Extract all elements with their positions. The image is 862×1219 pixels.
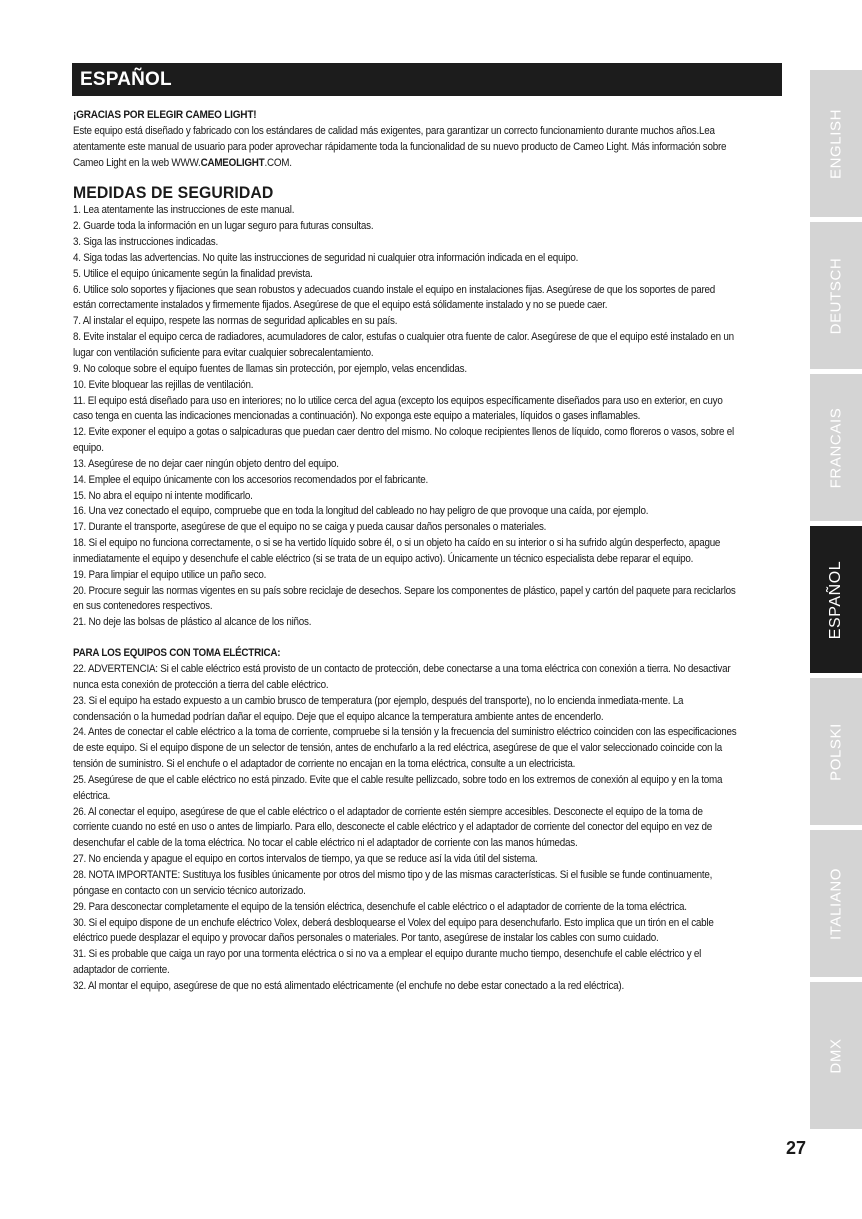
electrical-list [73,662,739,995]
list-item: 3. Siga las instrucciones indicadas. [73,236,218,249]
list-item: 23. Si el equipo ha estado expuesto a un cambio brusco de temperatura (por ejemplo, después del transporte), no lo encienda inmediata-mente. La condensación o la humedad podrían dañar el equipo. Deje que el equipo alcance la temperatura ambiente antes de encenderlo. [73,694,684,723]
list-item: 27. No encienda y apague el equipo en cortos intervalos de tiempo, ya que se reduce así la vida útil del sistema. [73,853,538,866]
list-item: 13. Asegúrese de no dejar caer ningún objeto dentro del equipo. [73,457,339,470]
list-item: 12. Evite exponer el equipo a gotas o salpicaduras que puedan caer dentro del mismo. No coloque recipientes llenos de líquido, como floreros o vasos, sobre el equipo. [73,426,735,455]
list-item: 22. ADVERTENCIA: Si el cable eléctrico está provisto de un contacto de protección, debe conectarse a una toma eléctrica con conexión a tierra. No desactivar nunca esta conexión de protección a tierra del cable eléctrico. [73,663,731,691]
tab-label: ITALIANO [827,867,845,940]
tab-label: DMX [827,1037,845,1074]
list-item: 14. Emplee el equipo únicamente con los accesorios recomendados por el fabricante. [73,473,428,486]
tab-dmx[interactable] [810,982,862,1129]
list-item: 19. Para limpiar el equipo utilice un paño seco. [73,568,267,581]
tab-francais[interactable] [810,374,862,521]
list-item: 26. Al conectar el equipo, asegúrese de que el cable eléctrico o el adaptador de corriente estén siempre accesibles. Desconecte el equipo de la toma de corriente cuando no esté en uso o antes de limpiarlo. Para ello, desconecte el cable eléctrico y el adaptador de corriente del conector del equipo en vez de desenchufar el cable de la toma eléctrica. No tocar el cable eléctrico ni el adaptador de corriente con las manos húmedas. [73,805,713,850]
list-item: 16. Una vez conectado el equipo, compruebe que en toda la longitud del cableado no hay peligro de que provoque una caída, por ejemplo. [73,505,649,518]
list-item: 10. Evite bloquear las rejillas de ventilación. [73,378,254,391]
tab-espanol[interactable] [810,526,862,673]
document-body [73,108,739,995]
tab-label: POLSKI [827,722,845,781]
list-item: 24. Antes de conectar el cable eléctrico a la toma de corriente, compruebe si la tensión y la frecuencia del suministro eléctrico coinciden con las especificaciones de este equipo. Si el equipo dispone de un selector de tensión, antes de enchufarlo a la red eléctrica, asegúrese de que el valor seleccionado coincide con la tensión de suministro. Si el enchufe o el adaptador de corriente no encajan en la toma eléctrica, consulte a un electricista. [73,726,737,771]
list-item: 4. Siga todas las advertencias. No quite las instrucciones de seguridad ni cualquier otra información indicada en el equipo. [73,251,579,264]
tab-label: FRANCAIS [827,407,845,488]
list-item: 30. Si el equipo dispone de un enchufe eléctrico Volex, deberá desbloquearse el Volex del equipo para desenchufarlo. Esto implica que un tirón en el cable eléctrico puede desplazar el equipo y provocar daños personales o materiales. Por tanto, asegúrese de instalar los cables con sumo cuidado. [73,916,714,945]
brand-name: CAMEOLIGHT [200,156,265,169]
list-item: 2. Guarde toda la información en un lugar seguro para futuras consultas. [73,220,374,233]
list-item: 9. No coloque sobre el equipo fuentes de llamas sin protección, por ejemplo, velas encendidas. [73,362,467,375]
tab-polski[interactable] [810,678,862,825]
intro-title: ¡GRACIAS POR ELEGIR CAMEO LIGHT! [73,109,257,121]
section-header-title: ESPAÑOL [80,69,172,90]
list-item: 6. Utilice solo soportes y fijaciones que sean robustos y adecuados cuando instale el equipo en instalaciones fijas. Asegúrese de que los soportes de pared están correctamente instalados y firmemente fijados. Asegúrese de que el equipo está sólidamente instalado y no se puede caer. [73,283,716,312]
list-item: 17. Durante el transporte, asegúrese de que el equipo no se caiga y pueda causar daños personales o materiales. [73,521,547,534]
list-item: 21. No deje las bolsas de plástico al alcance de los niños. [73,616,312,629]
intro-text: Este equipo está diseñado y fabricado con los estándares de calidad más exigentes, para garantizar un correcto funcionamiento durante muchos años.Lea atentamente este manual de usuario para poder aprovechar rápidamente toda la funcionalidad de su nuevo producto de Cameo Light. Más información sobre Cameo Light en la web WWW. [73,124,727,169]
list-item: 1. Lea atentamente las instrucciones de este manual. [73,204,295,217]
intro-suffix: .COM. [264,156,292,169]
tab-english[interactable] [810,70,862,217]
tab-italiano[interactable] [810,830,862,977]
list-item: 8. Evite instalar el equipo cerca de radiadores, acumuladores de calor, estufas o cualquier otra fuente de calor. Asegúrese de que el equipo esté instalado en un lugar con ventilación suficiente para evitar cualquier sobrecalentamiento. [73,331,734,359]
tab-label: ESPAÑOL [827,560,844,639]
section-header [72,63,782,96]
list-item: 25. Asegúrese de que el cable eléctrico no está pinzado. Evite que el cable resulte pellizcado, sobre todo en los extremos de conexión al equipo y en la toma eléctrica. [73,773,723,802]
page-number: 27 [786,1138,807,1158]
list-item: 32. Al montar el equipo, asegúrese de que no está alimentado eléctricamente (el enchufe no debe estar conectado a la red eléctrica). [73,979,624,992]
tab-label: DEUTSCH [827,257,845,334]
safety-title: MEDIDAS DE SEGURIDAD [73,183,274,203]
list-item: 15. No abra el equipo ni intente modificarlo. [73,489,253,502]
electrical-title: PARA LOS EQUIPOS CON TOMA ELÉCTRICA: [73,647,281,660]
intro-paragraph [73,124,739,172]
language-tabs [810,70,862,1134]
list-item: 31. Si es probable que caiga un rayo por una tormenta eléctrica o si no va a emplear el equipo durante mucho tiempo, desenchufe el cable eléctrico y el adaptador de corriente. [73,948,702,977]
tab-deutsch[interactable] [810,222,862,369]
list-item: 18. Si el equipo no funciona correctamente, o si se ha vertido líquido sobre él, o si un objeto ha caído en su interior o si ha sufrido algún desperfecto, apague inmediatamente el equipo y desenchufe el cable eléctrico (si se trata de un equipo activo). Únicamente un técnico especialista debe reparar el equipo. [73,537,721,565]
list-item: 7. Al instalar el equipo, respete las normas de seguridad aplicables en su país. [73,315,398,328]
tab-label: ENGLISH [827,108,845,179]
list-item: 11. El equipo está diseñado para uso en interiores; no lo utilice cerca del agua (excepto los equipos específicamente diseñados para uso en exterior, en cuyo caso tenga en cuenta las indicaciones mencionadas a continuación). No exponga este equipo a materiales, líquidos o gases inflamables. [73,394,723,423]
list-item: 28. NOTA IMPORTANTE: Sustituya los fusibles únicamente por otros del mismo tipo y de las mismas características. Si el fusible se funde continuamente, póngase en contacto con un servicio técnico autorizado. [73,868,713,897]
safety-list [73,203,739,631]
list-item: 29. Para desconectar completamente el equipo de la tensión eléctrica, desenchufe el cable eléctrico o el adaptador de corriente de la toma eléctrica. [73,900,687,913]
list-item: 5. Utilice el equipo únicamente según la finalidad prevista. [73,267,313,280]
list-item: 20. Procure seguir las normas vigentes en su país sobre reciclaje de desechos. Separe los componentes de plástico, papel y cartón del paquete para reciclarlos en sus contenedores respectivos. [73,584,736,613]
